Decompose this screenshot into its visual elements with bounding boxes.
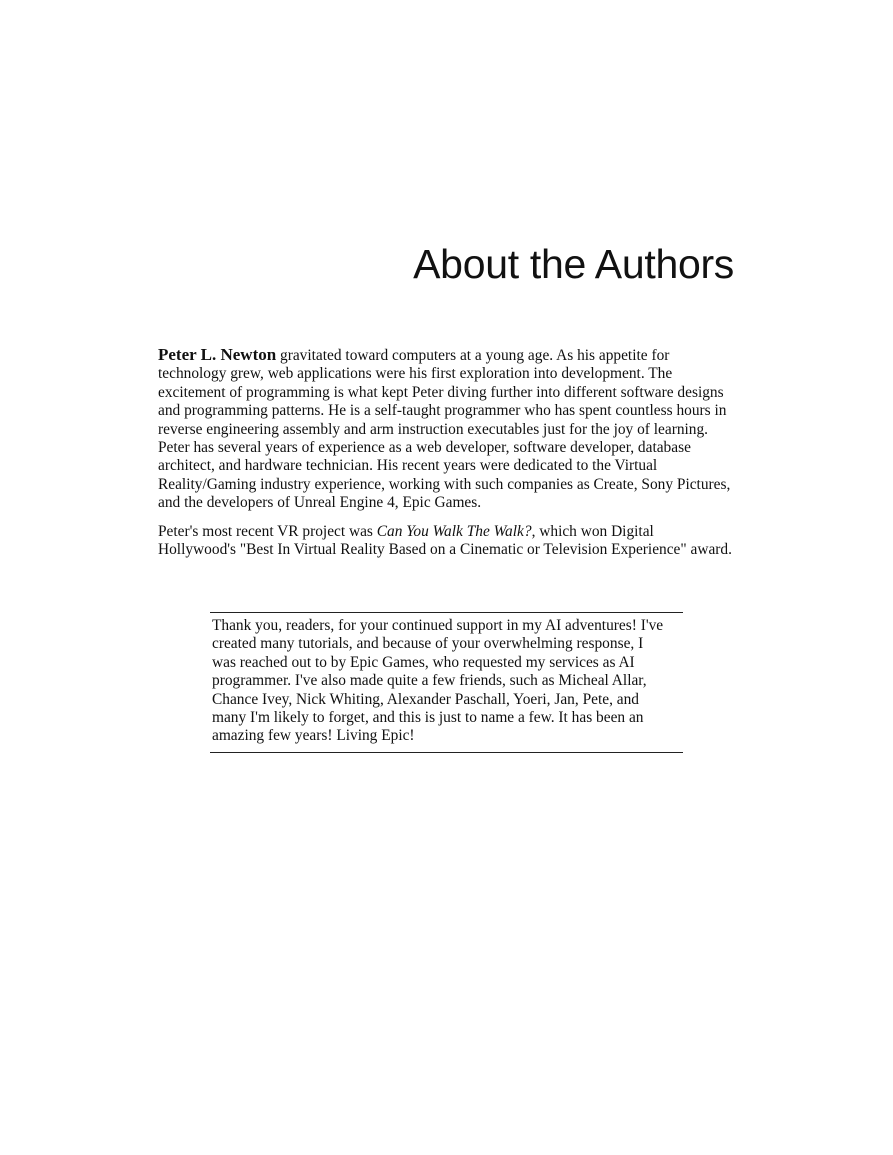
author-name: Peter L. Newton [158, 345, 277, 364]
bio-text: gravitated toward computers at a young age. As his appetite for technology grew, web applications were his first exploration into development. The excitement of programming is what kept Peter diving further into different software designs and programming patterns. He is a self-taught programmer who has spent countless hours in reverse engineering assembly and arm instruction executables just for the joy of learning. Peter has several years of experience as a web developer, software developer, database architect, and hardware technician. His recent years were dedicated to the Virtual Reality/Gaming industry experience, working with such companies as Create, Sony Pictures, and the developers of Unreal Engine 4, Epic Games. [158, 347, 731, 512]
project-text-after: , which won Digital Hollywood's "Best In Virtual Reality Based on a Cinematic or Television Experience" award. [158, 522, 732, 559]
project-text-before: Peter's most recent VR project was [158, 522, 377, 540]
page-title: About the Authors [413, 241, 734, 287]
author-note-text: Thank you, readers, for your continued support in my AI adventures! I've created many tutorials, and because of your overwhelming response, I was reached out to by Epic Games, who requested my services as AI programmer. I've also made quite a few friends, such as Micheal Allar, Chance Ivey, Nick Whiting, Alexander Paschall, Yoeri, Jan, Pete, and many I'm likely to forget, and this is just to name a few. It has been an amazing few years! Living Epic! [212, 617, 664, 745]
project-title: Can You Walk The Walk? [376, 522, 532, 540]
project-paragraph [158, 523, 734, 560]
bio-paragraph [158, 346, 734, 513]
author-bio-section [158, 346, 734, 559]
author-note-box [210, 612, 683, 753]
